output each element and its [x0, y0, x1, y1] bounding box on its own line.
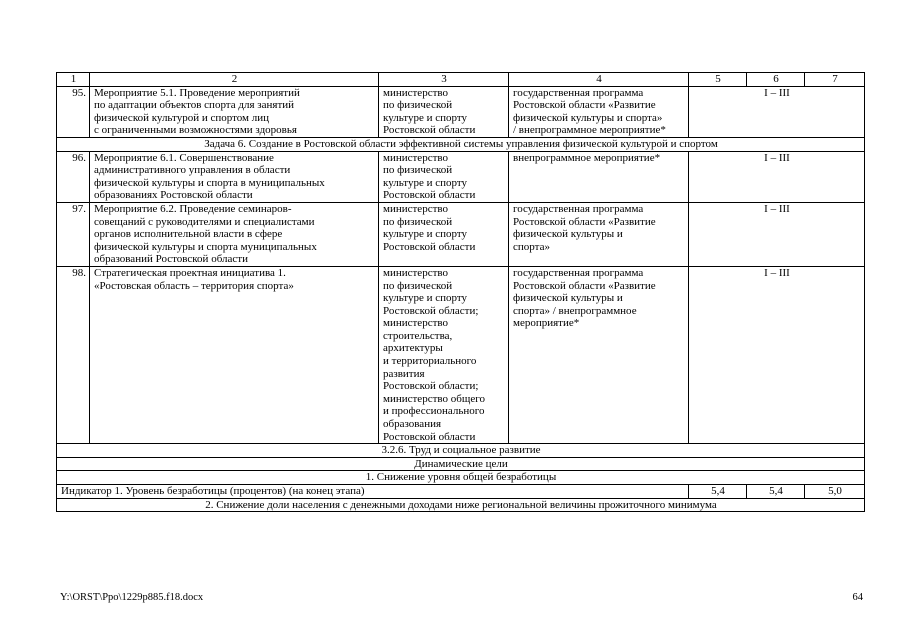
- funding-source: государственная программа Ростовской области «Развитие физической культуры и спорта» / внепрограммное мероприятие*: [509, 86, 689, 137]
- goal-row: [57, 498, 865, 512]
- row-number: 98.: [57, 266, 90, 443]
- activities-table: [56, 72, 865, 512]
- column-number-row: [57, 73, 865, 87]
- indicator-value-5: 5,4: [689, 485, 747, 499]
- period: I – III: [689, 86, 865, 137]
- indicator-value-7: 5,0: [805, 485, 865, 499]
- col-header-2: 2: [90, 73, 379, 87]
- dynamic-goals-heading: Динамические цели: [57, 457, 865, 471]
- row-number: 96.: [57, 151, 90, 202]
- activity-name: Мероприятие 6.2. Проведение семинаров- совещаний с руководителями и специалистами органов исполнительной власти в сфере физической культуры и спорта муниципальных образований Ростовской области: [90, 202, 379, 266]
- period: I – III: [689, 202, 865, 266]
- col-header-7: 7: [805, 73, 865, 87]
- funding-source: государственная программа Ростовской области «Развитие физической культуры и спорта»: [509, 202, 689, 266]
- executor: министерство по физической культуре и спорту Ростовской области; министерство строительства, архитектуры и территориального развития Ростовской области; министерство общего и профессионального образования Ростовской области: [379, 266, 509, 443]
- activity-name: Стратегическая проектная инициатива 1. «Ростовская область – территория спорта»: [90, 266, 379, 443]
- funding-source: государственная программа Ростовской области «Развитие физической культуры и спорта» / внепрограммное мероприятие*: [509, 266, 689, 443]
- page-number: 64: [852, 592, 863, 603]
- col-header-5: 5: [689, 73, 747, 87]
- period: I – III: [689, 266, 865, 443]
- section-heading-row: [57, 444, 865, 458]
- task-heading-row: [57, 137, 865, 151]
- section-heading: 3.2.6. Труд и социальное развитие: [57, 444, 865, 458]
- goal-heading: 2. Снижение доли населения с денежными доходами ниже региональной величины прожиточного минимума: [57, 498, 865, 512]
- table-row: [57, 266, 865, 443]
- table-row: [57, 86, 865, 137]
- goal-heading: 1. Снижение уровня общей безработицы: [57, 471, 865, 485]
- period: I – III: [689, 151, 865, 202]
- row-number: 95.: [57, 86, 90, 137]
- table-row: [57, 151, 865, 202]
- dynamic-goals-row: [57, 457, 865, 471]
- activity-name: Мероприятие 5.1. Проведение мероприятий по адаптации объектов спорта для занятий физической культурой и спортом лиц с ограниченными возможностями здоровья: [90, 86, 379, 137]
- table-row: [57, 202, 865, 266]
- col-header-1: 1: [57, 73, 90, 87]
- executor: министерство по физической культуре и спорту Ростовской области: [379, 202, 509, 266]
- executor: министерство по физической культуре и спорту Ростовской области: [379, 86, 509, 137]
- executor: министерство по физической культуре и спорту Ростовской области: [379, 151, 509, 202]
- col-header-4: 4: [509, 73, 689, 87]
- row-number: 97.: [57, 202, 90, 266]
- file-path: Y:\ORST\Ppo\1229p885.f18.docx: [60, 592, 204, 603]
- indicator-label: Индикатор 1. Уровень безработицы (процентов) (на конец этапа): [57, 485, 689, 499]
- activity-name: Мероприятие 6.1. Совершенствование административного управления в области физической культуры и спорта в муниципальных образованиях Ростовской области: [90, 151, 379, 202]
- col-header-3: 3: [379, 73, 509, 87]
- indicator-value-6: 5,4: [747, 485, 805, 499]
- col-header-6: 6: [747, 73, 805, 87]
- indicator-row: [57, 485, 865, 499]
- goal-row: [57, 471, 865, 485]
- funding-source: внепрограммное мероприятие*: [509, 151, 689, 202]
- task-heading: Задача 6. Создание в Ростовской области эффективной системы управления физической культурой и спортом: [57, 137, 865, 151]
